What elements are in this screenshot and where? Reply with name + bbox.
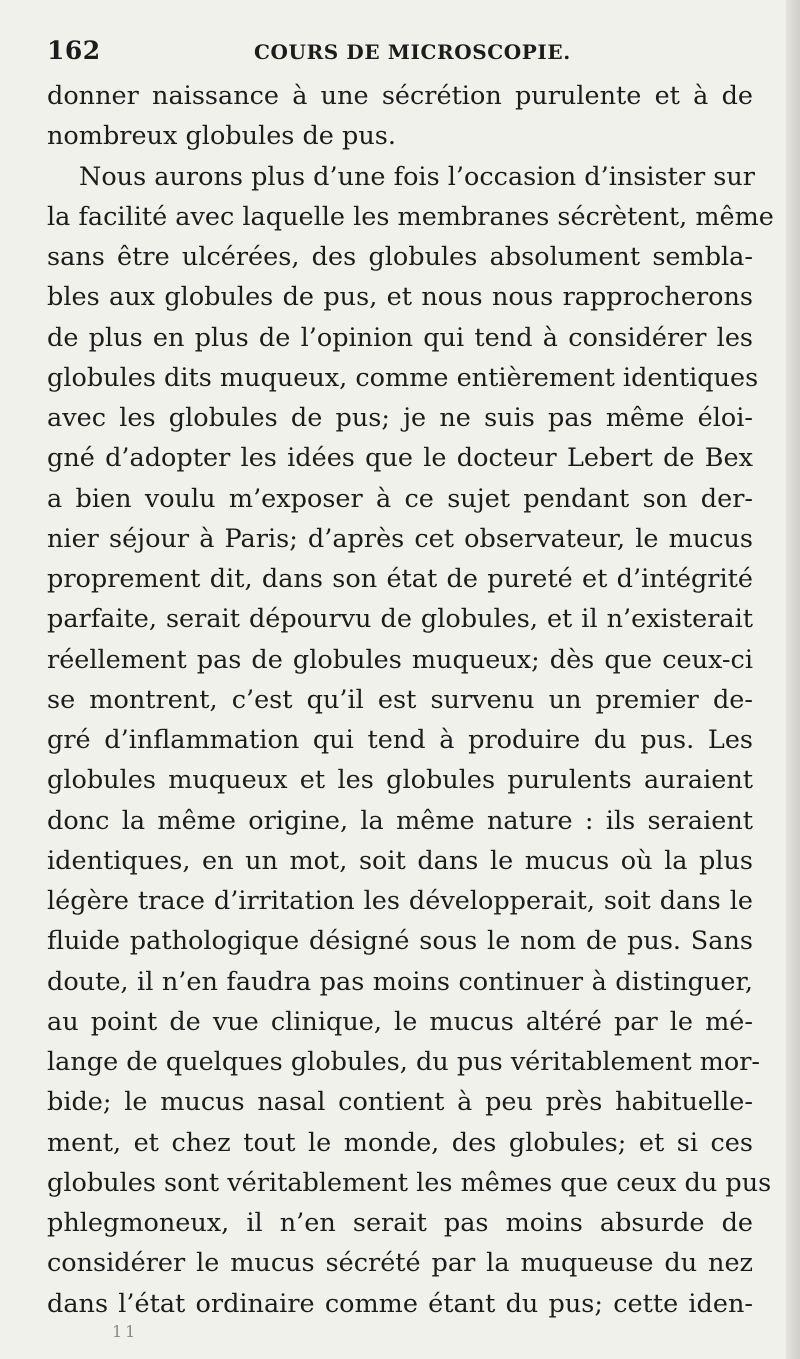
text-line: de plus en plus de l’opinion qui tend à considérer les — [47, 322, 753, 353]
page-number: 162 — [47, 36, 101, 65]
text-line: gré d’inflammation qui tend à produire du pus. Les — [47, 725, 753, 755]
text-line: lange de quelques globules, du pus véritablement mor- — [47, 1047, 761, 1077]
text-line: globules dits muqueux, comme entièrement identiques — [47, 362, 759, 393]
text-line: parfaite, serait dépourvu de globules, et il n’existerait — [47, 604, 753, 635]
running-title: COURS DE MICROSCOPIE. — [254, 40, 571, 64]
text-line: la facilité avec laquelle les membranes sécrètent, même — [47, 201, 774, 232]
text-line: Nous aurons plus d’une fois l’occasion d’insister sur — [79, 161, 755, 192]
text-line: fluide pathologique désigné sous le nom de pus. Sans — [47, 926, 753, 957]
text-line: dans l’état ordinaire comme étant du pus; cette iden- — [47, 1288, 753, 1319]
text-line: réellement pas de globules muqueux; dès que ceux-ci — [47, 644, 753, 675]
signature-mark: 11 — [112, 1322, 139, 1341]
text-line: bles aux globules de pus, et nous nous rapprocherons — [47, 282, 753, 313]
text-line: légère trace d’irritation les développerait, soit dans le — [47, 886, 753, 916]
page-gutter-shadow — [786, 0, 800, 1359]
text-line: nier séjour à Paris; d’après cet observateur, le mucus — [47, 523, 753, 554]
text-line: globules sont véritablement les mêmes que ceux du pus — [47, 1167, 772, 1198]
text-line: doute, il n’en faudra pas moins continuer à distinguer, — [47, 966, 753, 997]
text-line: phlegmoneux, il n’en serait pas moins absurde de — [47, 1208, 753, 1238]
text-line: avec les globules de pus; je ne suis pas même éloi- — [47, 403, 753, 433]
text-line: bide; le mucus nasal contient à peu près habituelle- — [47, 1087, 753, 1118]
text-line: a bien voulu m’exposer à ce sujet pendant son der- — [47, 483, 753, 514]
text-line: globules muqueux et les globules purulents auraient — [47, 765, 753, 796]
page-header — [47, 36, 752, 70]
text-line: gné d’adopter les idées que le docteur Lebert de Bex — [47, 443, 753, 474]
text-line: au point de vue clinique, le mucus altéré par le mé- — [47, 1006, 753, 1037]
body-text — [47, 76, 774, 1324]
text-line: se montrent, c’est qu’il est survenu un premier de- — [47, 684, 753, 715]
text-line: identiques, en un mot, soit dans le mucus où la plus — [47, 845, 753, 876]
text-line: proprement dit, dans son état de pureté et d’intégrité — [47, 564, 753, 594]
text-line: considérer le mucus sécrété par la muqueuse du nez — [47, 1248, 753, 1279]
text-line: ment, et chez tout le monde, des globules; et si ces — [47, 1127, 753, 1158]
text-line: donner naissance à une sécrétion purulente et à de — [47, 81, 753, 111]
text-line: donc la même origine, la même nature : ils seraient — [47, 805, 753, 836]
text-line: sans être ulcérées, des globules absolument sembla- — [47, 242, 753, 272]
text-line: nombreux globules de pus. — [47, 121, 396, 152]
